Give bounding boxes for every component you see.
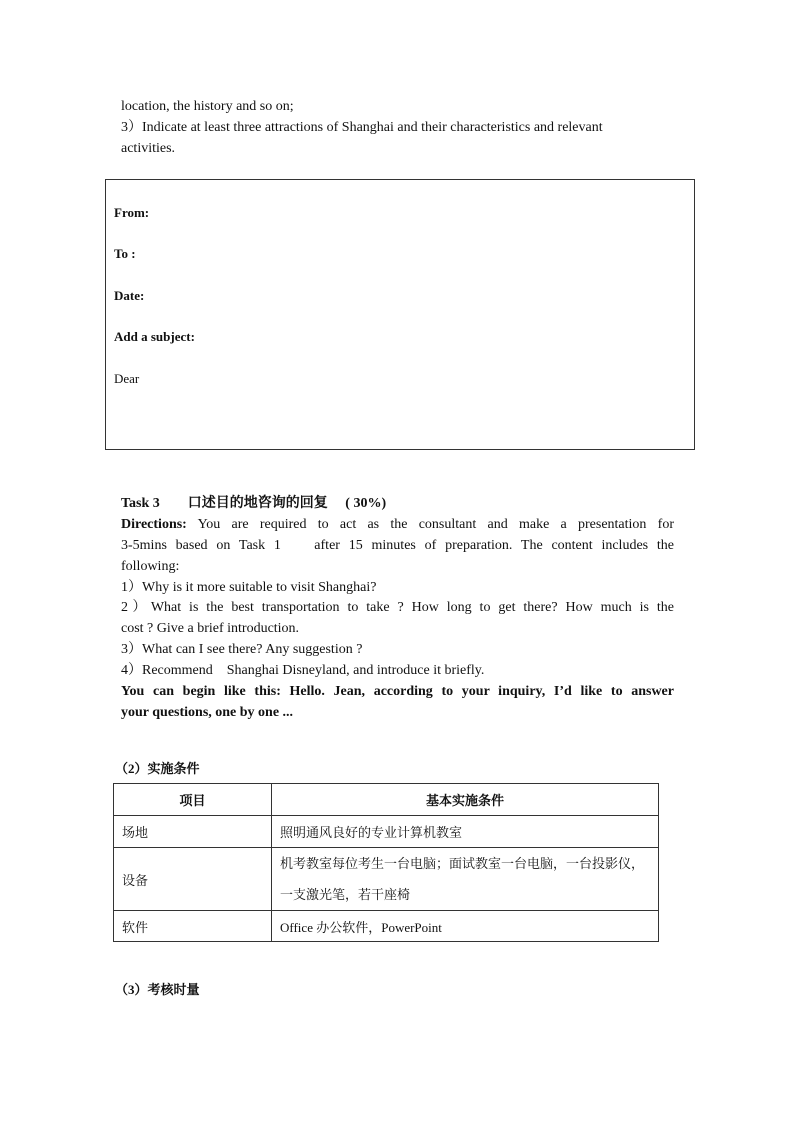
table-header-row xyxy=(114,784,659,816)
begin-line-2: your questions, one by one ... xyxy=(121,705,294,720)
task3-item-4: 4）Recommend Shanghai Disneyland, and introduce it briefly. xyxy=(121,663,485,678)
row-condition-line-1: 机考教室每位考生一台电脑；面试教室一台电脑，一台投影仪， xyxy=(280,856,645,871)
intro-line-1: location, the history and so on; xyxy=(121,99,294,114)
row-condition: 照明通风良好的专业计算机教室 xyxy=(272,816,659,848)
task3-item-1: 1）Why is it more suitable to visit Shanghai? xyxy=(121,580,377,595)
header-item: 项目 xyxy=(114,784,272,816)
section3-title: （3）考核时量 xyxy=(115,982,200,997)
subject-label: Add a subject: xyxy=(114,329,195,344)
task3-heading: Task 3 口述目的地咨询的回复 ( 30%) xyxy=(121,496,387,511)
email-template-box xyxy=(105,179,695,450)
table-row xyxy=(114,816,659,848)
directions-line-3: following: xyxy=(121,559,180,574)
task3-item-2-line-2: cost ? Give a brief introduction. xyxy=(121,621,300,636)
task3-item-3: 3）What can I see there? Any suggestion ? xyxy=(121,642,363,657)
greeting-text: Dear xyxy=(114,371,140,386)
to-label: To : xyxy=(114,246,136,261)
directions-line-1 xyxy=(121,515,674,535)
intro-line-3: activities. xyxy=(121,141,176,156)
row-item: 软件 xyxy=(114,911,272,942)
begin-line-1: You can begin like this: Hello. Jean, according to your inquiry, I’d like to answer xyxy=(121,684,674,699)
section2-title: （2）实施条件 xyxy=(115,761,200,776)
row-item: 场地 xyxy=(114,816,272,848)
row-item: 设备 xyxy=(114,848,272,911)
directions-label: Directions: xyxy=(121,517,187,532)
row-condition: Office 办公软件，PowerPoint xyxy=(272,911,659,942)
conditions-table xyxy=(113,783,659,942)
row-condition xyxy=(272,848,659,911)
date-label: Date: xyxy=(114,288,145,303)
task3-item-2-line-1: 2）What is the best transportation to take ? How long to get there? How much is the xyxy=(121,600,674,615)
table-row xyxy=(114,911,659,942)
directions-text-1: You are required to act as the consultant and make a presentation for xyxy=(186,517,674,532)
directions-line-2: 3-5mins based on Task 1 after 15 minutes of preparation. The content includes the xyxy=(121,538,674,553)
header-condition: 基本实施条件 xyxy=(272,784,659,816)
intro-line-2: 3）Indicate at least three attractions of Shanghai and their characteristics and relevant xyxy=(121,120,603,135)
row-condition-line-2: 一支激光笔，若干座椅 xyxy=(280,887,411,902)
table-row xyxy=(114,848,659,911)
from-label: From: xyxy=(114,205,150,220)
